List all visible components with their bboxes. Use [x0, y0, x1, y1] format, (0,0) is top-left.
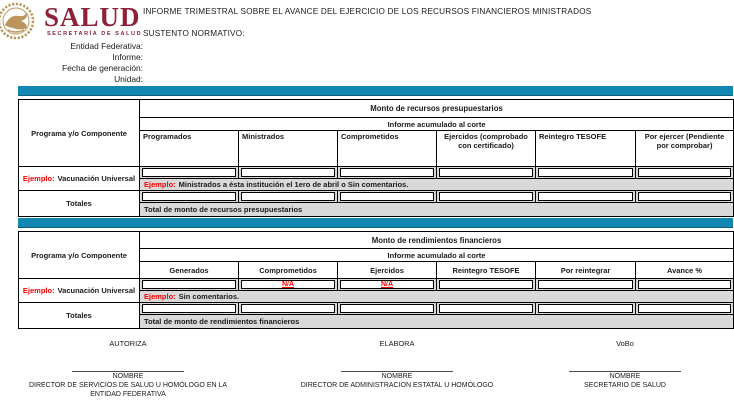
table1-comment-text: Ministrados a ésta institución el 1ero de abril o Sin comentarios. — [178, 180, 409, 189]
table2-comment-prefix: Ejemplo: — [144, 292, 176, 301]
table1-example-name: Vacunación Universal — [57, 174, 136, 183]
table1-col-ejercidos: Ejercidos (comprobado con certificado) — [437, 131, 536, 167]
brand-wordmark: SALUD — [44, 2, 141, 32]
header-field-labels — [0, 41, 143, 85]
table2-accent-bar — [18, 218, 733, 228]
table1-comment-row — [140, 179, 734, 191]
table1-col-ministrados: Ministrados — [239, 131, 338, 167]
table2-total-generados[interactable] — [142, 304, 236, 313]
signature-name-label: NOMBRE — [112, 373, 144, 380]
signature-role: ELABORA — [379, 339, 415, 348]
table1-data-cell — [140, 167, 239, 179]
table1-input-por-ejercer[interactable] — [638, 168, 731, 177]
signature-name-label: NOMBRE — [381, 373, 413, 380]
table2-totals-cell — [140, 303, 239, 315]
table2-example-name: Vacunación Universal — [57, 286, 136, 295]
field-label-informe: Informe: — [112, 52, 143, 62]
table2-input-reintegro[interactable] — [439, 280, 533, 289]
table1-data-cell — [239, 167, 338, 179]
table2-example-prefix: Ejemplo: — [22, 286, 55, 295]
table2-data-cell — [140, 279, 239, 291]
field-label-unidad: Unidad: — [114, 74, 143, 84]
table1-total-programados[interactable] — [142, 192, 236, 201]
table2-totals-cell — [338, 303, 437, 315]
table1-subgroup-header: Informe acumulado al corte — [140, 118, 734, 131]
table1-totals-caption: Total de monto de recursos presupuestarios — [140, 203, 734, 217]
table1-accent-bar — [18, 86, 733, 96]
signature-block-elabora — [286, 339, 508, 390]
table1-data-cell — [636, 167, 734, 179]
table1-input-ministrados[interactable] — [241, 168, 335, 177]
table2-data-cell — [239, 279, 338, 291]
table2-example-row-label — [19, 279, 140, 303]
table1-totals-cell — [338, 191, 437, 203]
table1-input-programados[interactable] — [142, 168, 236, 177]
table2-group-header: Monto de rendimientos financieros — [140, 232, 734, 249]
table1-totals-cell — [536, 191, 636, 203]
table2-totals-cell — [636, 303, 734, 315]
signature-title: DIRECTOR DE SERVICIOS DE SALUD U HOMÓLOGO EN LA ENTIDAD FEDERATIVA — [28, 382, 228, 398]
table2-col-ejercidos: Ejercidos — [338, 262, 437, 279]
table2-totals-label: Totales — [19, 303, 140, 329]
signature-role: VoBo — [616, 339, 634, 348]
table2-col-reintegro-tesofe: Reintegro TESOFE — [437, 262, 536, 279]
table1-totals-cell — [140, 191, 239, 203]
eagle-emblem-icon — [0, 1, 41, 41]
table2-col-avance: Avance % — [636, 262, 734, 279]
table2-comment-row — [140, 291, 734, 303]
table2-totals-cell — [437, 303, 536, 315]
table2-input-generados[interactable] — [142, 280, 236, 289]
report-title: INFORME TRIMESTRAL SOBRE EL AVANCE DEL EJERCICIO DE LOS RECURSOS FINANCIEROS MINISTRADOS — [143, 7, 592, 16]
table1-group-header: Monto de recursos presupuestarios — [140, 100, 734, 118]
table1-input-reintegro[interactable] — [538, 168, 633, 177]
table2-input-avance[interactable] — [638, 280, 731, 289]
table2-col-por-reintegrar: Por reintegrar — [536, 262, 636, 279]
signature-line — [569, 371, 681, 372]
table1-col-reintegro-tesofe: Reintegro TESOFE — [536, 131, 636, 167]
table1-input-comprometidos[interactable] — [340, 168, 434, 177]
table2-total-ejercidos[interactable] — [340, 304, 434, 313]
signature-line — [72, 371, 184, 372]
table1-totals-cell — [636, 191, 734, 203]
table2-total-avance[interactable] — [638, 304, 731, 313]
table1-totals-cell — [239, 191, 338, 203]
table2-total-comprometidos[interactable] — [241, 304, 335, 313]
table1-data-cell — [536, 167, 636, 179]
field-label-entidad-federativa: Entidad Federativa: — [70, 41, 143, 51]
table1-total-por-ejercer[interactable] — [638, 192, 731, 201]
table1-totals-cell — [437, 191, 536, 203]
table1-example-row-label — [19, 167, 140, 191]
table1-total-comprometidos[interactable] — [340, 192, 434, 201]
brand-subtitle: SECRETARÍA DE SALUD — [47, 31, 143, 37]
table2-input-por-reintegrar[interactable] — [538, 280, 633, 289]
table2-data-cell — [636, 279, 734, 291]
table2-data-cell — [536, 279, 636, 291]
table1-col-por-ejercer: Por ejercer (Pendiente por comprobar) — [636, 131, 734, 167]
table1-total-ejercidos[interactable] — [439, 192, 533, 201]
table2-data-cell — [338, 279, 437, 291]
table2-col-comprometidos: Comprometidos — [239, 262, 338, 279]
table1-comment-prefix: Ejemplo: — [144, 180, 176, 189]
table2-comment-text: Sin comentarios. — [178, 292, 240, 301]
table1-col-programados: Programados — [140, 131, 239, 167]
table1-totals-label: Totales — [19, 191, 140, 217]
table2-row-axis-header: Programa y/o Componente — [19, 232, 140, 279]
table1-data-cell — [338, 167, 437, 179]
table-recursos-presupuestarios — [18, 99, 734, 217]
table2-total-reintegro[interactable] — [439, 304, 533, 313]
signature-block-autoriza — [17, 339, 239, 399]
sustento-normativo-label: SUSTENTO NORMATIVO: — [143, 29, 245, 38]
signature-title: SECRETARIO DE SALUD — [584, 382, 666, 389]
signature-block-vobo — [514, 339, 734, 390]
table1-row-axis-header: Programa y/o Componente — [19, 100, 140, 167]
field-label-fecha-generacion: Fecha de generación: — [61, 63, 143, 73]
table1-total-ministrados[interactable] — [241, 192, 335, 201]
table2-totals-cell — [536, 303, 636, 315]
table2-col-generados: Generados — [140, 262, 239, 279]
table1-data-cell — [437, 167, 536, 179]
signature-name-label: NOMBRE — [609, 373, 641, 380]
table2-input-comprometidos[interactable]: N/A — [241, 280, 335, 289]
table1-total-reintegro[interactable] — [538, 192, 633, 201]
table2-total-por-reintegrar[interactable] — [538, 304, 633, 313]
table-rendimientos-financieros — [18, 231, 734, 329]
table1-example-prefix: Ejemplo: — [22, 174, 55, 183]
table1-input-ejercidos[interactable] — [439, 168, 533, 177]
signature-role: AUTORIZA — [109, 339, 147, 348]
table2-data-cell — [437, 279, 536, 291]
table2-input-ejercidos[interactable]: N/A — [340, 280, 434, 289]
table2-totals-caption: Total de monto de rendimientos financieros — [140, 315, 734, 329]
table2-subgroup-header: Informe acumulado al corte — [140, 249, 734, 262]
signature-title: DIRECTOR DE ADMINISTRACION ESTATAL U HOMÓLOGO — [300, 382, 494, 389]
table1-col-comprometidos: Comprometidos — [338, 131, 437, 167]
signature-line — [341, 371, 453, 372]
table2-totals-cell — [239, 303, 338, 315]
